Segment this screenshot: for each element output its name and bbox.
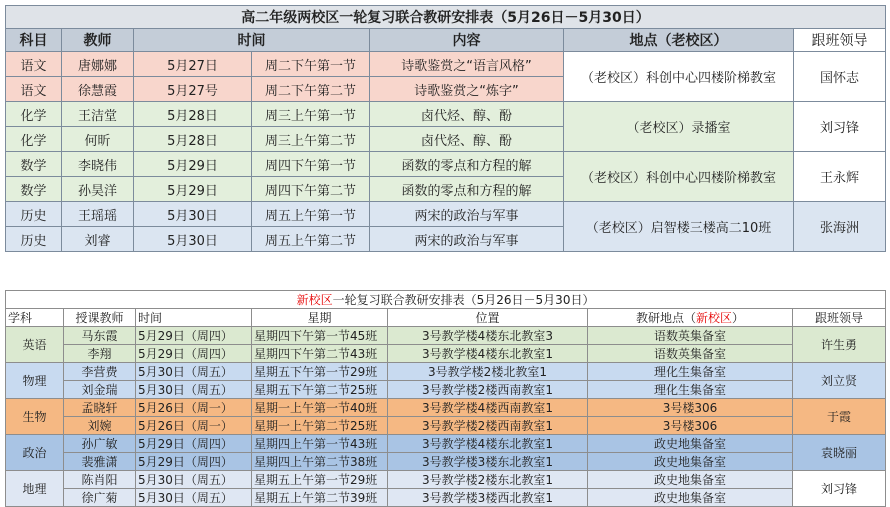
table-row — [6, 435, 886, 453]
date-cell: 5月29日（周四） — [136, 435, 252, 453]
content-cell: 两宋的政治与军事 — [370, 227, 564, 252]
session-cell: 周二下午第一节 — [252, 52, 370, 77]
header-leader: 跟班领导 — [793, 309, 886, 327]
header-time: 时间 — [134, 29, 370, 52]
table-row — [6, 453, 886, 471]
date-cell: 5月29日（周四） — [136, 327, 252, 345]
header-leader: 跟班领导 — [794, 29, 886, 52]
venue-cell: 3号楼306 — [588, 417, 793, 435]
teacher-cell: 李晓伟 — [62, 152, 134, 177]
table-row — [6, 363, 886, 381]
table-row — [6, 152, 886, 177]
location-cell: （老校区）科创中心四楼阶梯教室 — [564, 52, 794, 102]
table-row — [6, 102, 886, 127]
leader-cell: 国怀志 — [794, 52, 886, 102]
venue-cell: 语数英集备室 — [588, 327, 793, 345]
subject-cell: 化学 — [6, 102, 62, 127]
teacher-cell: 何昕 — [62, 127, 134, 152]
header-venue: 教研地点（新校区） — [588, 309, 793, 327]
session-cell: 周五上午第二节 — [252, 227, 370, 252]
header-location: 地点（老校区） — [564, 29, 794, 52]
teacher-cell: 徐广菊 — [64, 489, 136, 507]
session-cell: 周四下午第二节 — [252, 177, 370, 202]
session-cell: 周二下午第二节 — [252, 77, 370, 102]
date-cell: 5月29日（周四） — [136, 453, 252, 471]
session-cell: 周四下午第一节 — [252, 152, 370, 177]
header-place: 位置 — [388, 309, 588, 327]
subject-cell: 数学 — [6, 152, 62, 177]
table-row — [6, 471, 886, 489]
date-cell: 5月30日（周五） — [136, 381, 252, 399]
table-row — [6, 202, 886, 227]
date-cell: 5月27号 — [134, 77, 252, 102]
header-subject: 学科 — [6, 309, 64, 327]
teacher-cell: 李翔 — [64, 345, 136, 363]
subject-cell: 语文 — [6, 77, 62, 102]
header-teacher: 授课教师 — [64, 309, 136, 327]
session-cell: 星期四上午第二节38班 — [252, 453, 388, 471]
session-cell: 星期五上午第二节39班 — [252, 489, 388, 507]
date-cell: 5月30日（周五） — [136, 363, 252, 381]
content-cell: 函数的零点和方程的解 — [370, 152, 564, 177]
old-campus-schedule-table — [5, 5, 886, 252]
date-cell: 5月29日 — [134, 177, 252, 202]
session-cell: 星期五上午第一节29班 — [252, 471, 388, 489]
location-cell: （老校区）录播室 — [564, 102, 794, 152]
subject-cell: 生物 — [6, 399, 64, 435]
teacher-cell: 王瑶瑶 — [62, 202, 134, 227]
session-cell: 周三上午第一节 — [252, 102, 370, 127]
table2-title-campus: 新校区 — [296, 293, 333, 307]
table-row — [6, 327, 886, 345]
leader-cell: 刘习锋 — [794, 102, 886, 152]
date-cell: 5月27日 — [134, 52, 252, 77]
session-cell: 星期五下午第一节29班 — [252, 363, 388, 381]
header-content: 内容 — [370, 29, 564, 52]
teacher-cell: 陈肖阳 — [64, 471, 136, 489]
venue-cell: 政史地集备室 — [588, 453, 793, 471]
subject-cell: 数学 — [6, 177, 62, 202]
session-cell: 星期一上午第一节40班 — [252, 399, 388, 417]
table-row — [6, 345, 886, 363]
venue-cell: 政史地集备室 — [588, 471, 793, 489]
session-cell: 星期四下午第一节45班 — [252, 327, 388, 345]
table2-title — [6, 291, 886, 309]
date-cell: 5月30日 — [134, 202, 252, 227]
teacher-cell: 孙昊洋 — [62, 177, 134, 202]
teacher-cell: 李营费 — [64, 363, 136, 381]
leader-cell: 张海洲 — [794, 202, 886, 252]
subject-cell: 地理 — [6, 471, 64, 507]
teacher-cell: 刘睿 — [62, 227, 134, 252]
venue-cell: 语数英集备室 — [588, 345, 793, 363]
content-cell: 卤代烃、醇、酚 — [370, 127, 564, 152]
header-weekday: 星期 — [252, 309, 388, 327]
table-row — [6, 417, 886, 435]
date-cell: 5月29日 — [134, 152, 252, 177]
location-cell: （老校区）启智楼三楼高二10班 — [564, 202, 794, 252]
leader-cell: 袁晓丽 — [793, 435, 886, 471]
venue-cell: 理化生集备室 — [588, 363, 793, 381]
date-cell: 5月30日（周五） — [136, 471, 252, 489]
venue-cell: 理化生集备室 — [588, 381, 793, 399]
place-cell: 3号教学楼2楼北教室1 — [388, 363, 588, 381]
content-cell: 诗歌鉴赏之“炼字” — [370, 77, 564, 102]
session-cell: 星期四上午第一节43班 — [252, 435, 388, 453]
date-cell: 5月30日（周五） — [136, 489, 252, 507]
leader-cell: 于霞 — [793, 399, 886, 435]
content-cell: 两宋的政治与军事 — [370, 202, 564, 227]
table2-header-row — [6, 309, 886, 327]
date-cell: 5月29日（周四） — [136, 345, 252, 363]
venue-cell: 政史地集备室 — [588, 435, 793, 453]
header-subject: 科目 — [6, 29, 62, 52]
teacher-cell: 刘婉 — [64, 417, 136, 435]
leader-cell: 刘立贤 — [793, 363, 886, 399]
subject-cell: 物理 — [6, 363, 64, 399]
table2-title-rest: 一轮复习联合教研安排表（5月26日－5月30日） — [332, 293, 595, 307]
subject-cell: 政治 — [6, 435, 64, 471]
place-cell: 3号教学楼4楼西南教室1 — [388, 399, 588, 417]
date-cell: 5月26日（周一） — [136, 417, 252, 435]
leader-cell: 刘习锋 — [793, 471, 886, 507]
date-cell: 5月28日 — [134, 127, 252, 152]
place-cell: 3号教学楼2楼西南教室1 — [388, 417, 588, 435]
subject-cell: 语文 — [6, 52, 62, 77]
place-cell: 3号教学楼3楼西北教室1 — [388, 489, 588, 507]
teacher-cell: 孟晓轩 — [64, 399, 136, 417]
date-cell: 5月26日（周一） — [136, 399, 252, 417]
header-time: 时间 — [136, 309, 252, 327]
table-row — [6, 381, 886, 399]
date-cell: 5月28日 — [134, 102, 252, 127]
content-cell: 函数的零点和方程的解 — [370, 177, 564, 202]
place-cell: 3号教学楼3楼东北教室1 — [388, 453, 588, 471]
header-teacher: 教师 — [62, 29, 134, 52]
teacher-cell: 裴雅潇 — [64, 453, 136, 471]
place-cell: 3号教学楼2楼东北教室1 — [388, 471, 588, 489]
teacher-cell: 王洁堂 — [62, 102, 134, 127]
content-cell: 卤代烃、醇、酚 — [370, 102, 564, 127]
subject-cell: 英语 — [6, 327, 64, 363]
place-cell: 3号教学楼4楼东北教室3 — [388, 327, 588, 345]
teacher-cell: 徐慧霞 — [62, 77, 134, 102]
session-cell: 周三上午第二节 — [252, 127, 370, 152]
session-cell: 星期四下午第二节43班 — [252, 345, 388, 363]
place-cell: 3号教学楼4楼东北教室1 — [388, 435, 588, 453]
leader-cell: 王永辉 — [794, 152, 886, 202]
teacher-cell: 刘金瑞 — [64, 381, 136, 399]
venue-cell: 政史地集备室 — [588, 489, 793, 507]
session-cell: 星期五下午第二节25班 — [252, 381, 388, 399]
table-row — [6, 52, 886, 77]
teacher-cell: 马东霞 — [64, 327, 136, 345]
place-cell: 3号教学楼4楼东北教室1 — [388, 345, 588, 363]
subject-cell: 历史 — [6, 227, 62, 252]
teacher-cell: 唐娜娜 — [62, 52, 134, 77]
table1-header-row — [6, 29, 886, 52]
date-cell: 5月30日 — [134, 227, 252, 252]
place-cell: 3号教学楼2楼西南教室1 — [388, 381, 588, 399]
table1-title: 高二年级两校区一轮复习联合教研安排表（5月26日－5月30日） — [6, 6, 886, 29]
table-row — [6, 489, 886, 507]
teacher-cell: 孙广敏 — [64, 435, 136, 453]
subject-cell: 化学 — [6, 127, 62, 152]
new-campus-schedule-table — [5, 290, 886, 507]
session-cell: 星期一上午第二节25班 — [252, 417, 388, 435]
location-cell: （老校区）科创中心四楼阶梯教室 — [564, 152, 794, 202]
subject-cell: 历史 — [6, 202, 62, 227]
session-cell: 周五上午第一节 — [252, 202, 370, 227]
leader-cell: 许生勇 — [793, 327, 886, 363]
table-row — [6, 399, 886, 417]
venue-cell: 3号楼306 — [588, 399, 793, 417]
content-cell: 诗歌鉴赏之“语言风格” — [370, 52, 564, 77]
